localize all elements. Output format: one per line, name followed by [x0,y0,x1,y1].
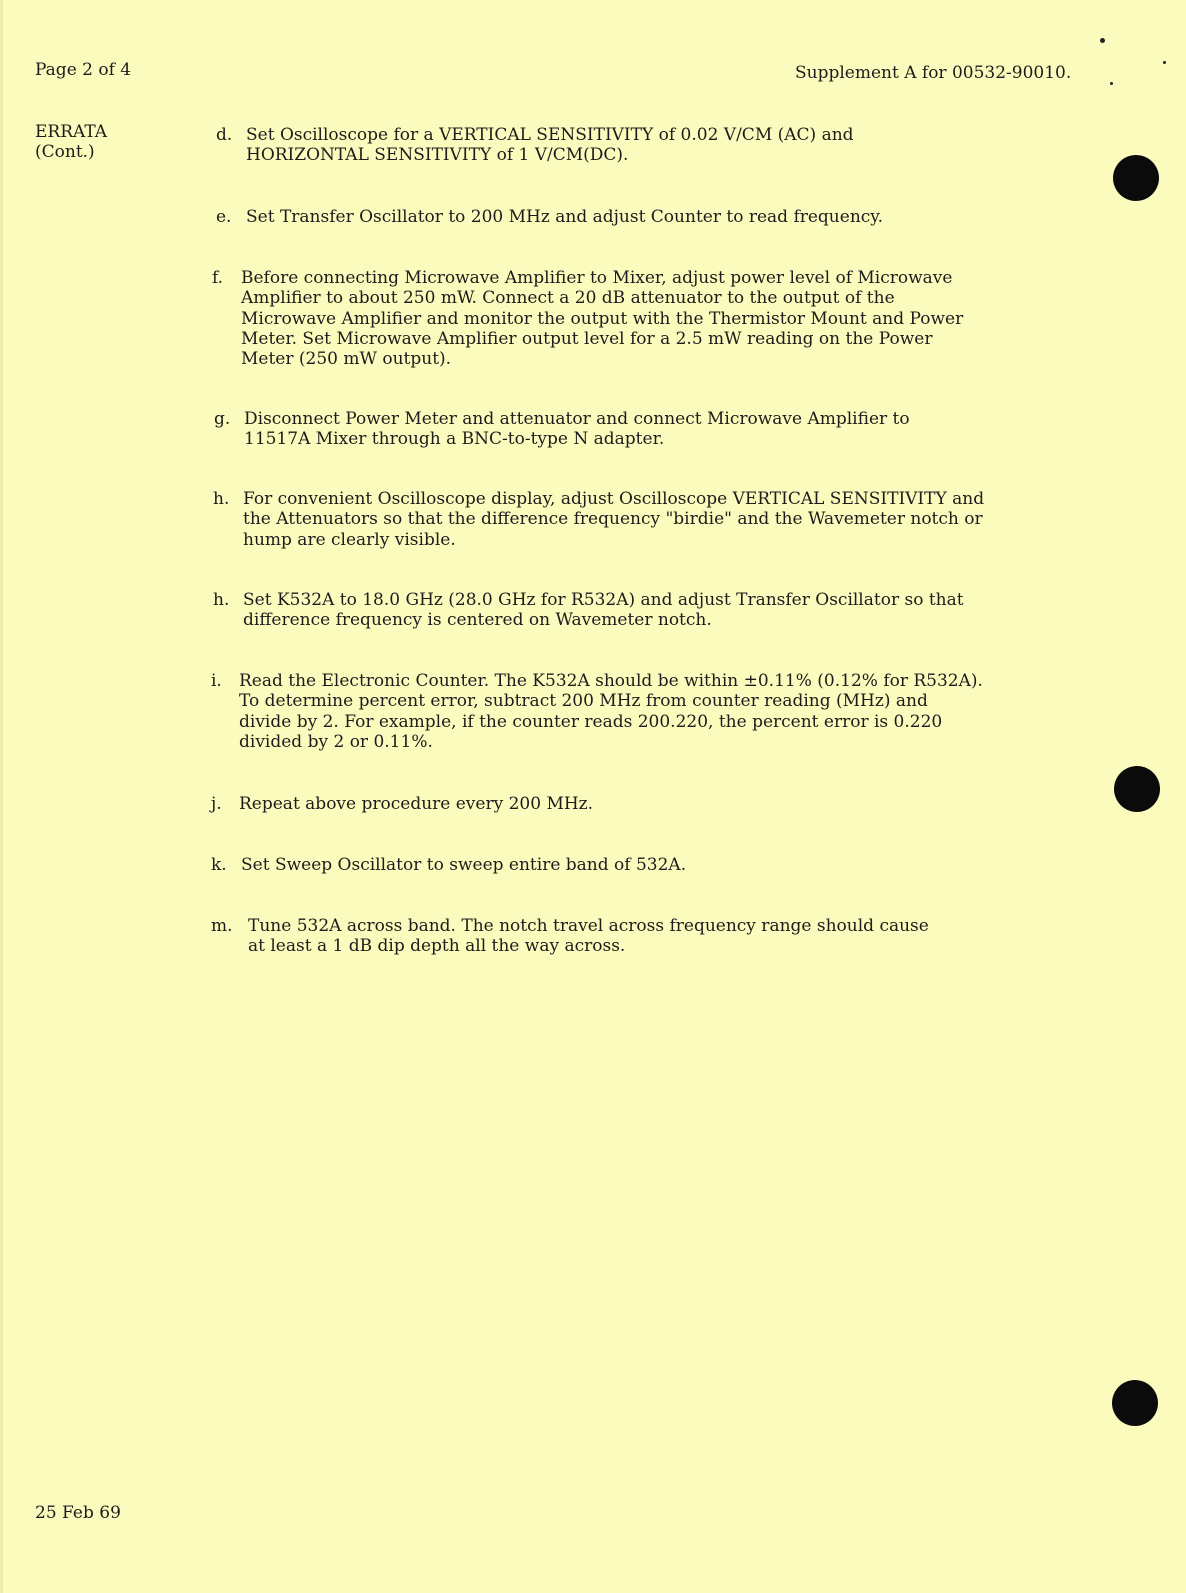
page-number: Page 2 of 4 [35,60,132,80]
step-text-line: Set Oscilloscope for a VERTICAL SENSITIVITY of 0.02 V/CM (AC) and [246,125,854,145]
step-letter: k. [211,855,227,875]
step-text-line: Read the Electronic Counter. The K532A should be within ±0.11% (0.12% for R532A). [239,671,983,691]
step-text-line: Tune 532A across band. The notch travel across frequency range should cause [248,916,929,936]
step-text-line: Meter. Set Microwave Amplifier output level for a 2.5 mW reading on the Power [241,328,933,349]
step-d [216,125,854,166]
step-text-line: Repeat above procedure every 200 MHz. [239,794,594,814]
step-text-line: Microwave Amplifier and monitor the output with the Thermistor Mount and Power [241,308,964,329]
step-letter: h. [213,590,230,610]
section-title: ERRATA [35,122,108,142]
paper-speck [1163,61,1166,64]
step-text-line: hump are clearly visible. [243,529,456,550]
issue-date: 25 Feb 69 [35,1503,121,1523]
step-text-line: the Attenuators so that the difference frequency "birdie" and the Wavemeter notch or [243,509,983,530]
binder-hole [1113,155,1159,201]
step-letter: i. [211,671,222,691]
paper-speck [1110,82,1113,85]
step-j [211,794,593,814]
step-text-line: Amplifier to about 250 mW. Connect a 20 dB attenuator to the output of the [241,288,895,309]
step-text-line: Set Sweep Oscillator to sweep entire band of 532A. [241,855,687,875]
step-text-line: divided by 2 or 0.11%. [239,731,433,752]
section-continued: (Cont.) [35,142,95,162]
step-letter: j. [211,794,222,814]
step-text-line: at least a 1 dB dip depth all the way across. [248,936,626,957]
step-i [211,671,983,752]
step-k [211,855,686,875]
step-e [216,207,883,227]
step-text-line: difference frequency is centered on Wavemeter notch. [243,610,712,631]
page-edge [0,0,3,1593]
step-f [212,268,963,369]
step-text-line: Before connecting Microwave Amplifier to Mixer, adjust power level of Microwave [241,268,953,288]
step-text-line: HORIZONTAL SENSITIVITY of 1 V/CM(DC). [246,145,629,166]
section-label [35,122,107,162]
step-h-display [213,489,984,550]
binder-hole [1112,1380,1158,1426]
step-m [211,916,929,957]
step-text-line: For convenient Oscilloscope display, adjust Oscilloscope VERTICAL SENSITIVITY and [243,489,985,509]
step-text-line: Set Transfer Oscillator to 200 MHz and adjust Counter to read frequency. [246,207,884,227]
supplement-reference: Supplement A for 00532-90010. [795,63,1072,83]
step-text-line: Meter (250 mW output). [241,349,452,370]
binder-hole [1114,766,1160,812]
step-text-line: divide by 2. For example, if the counter reads 200.220, the percent error is 0.220 [239,711,943,732]
step-letter: m. [211,916,233,936]
step-letter: d. [216,125,233,145]
step-letter: g. [214,409,231,429]
step-h-frequency [213,590,964,631]
step-g [214,409,910,450]
step-text-line: Set K532A to 18.0 GHz (28.0 GHz for R532A) and adjust Transfer Oscillator so that [243,590,964,610]
step-letter: h. [213,489,230,509]
step-text-line: Disconnect Power Meter and attenuator and connect Microwave Amplifier to [244,409,910,429]
step-letter: f. [212,268,224,288]
step-text-line: To determine percent error, subtract 200 MHz from counter reading (MHz) and [239,691,928,712]
step-text-line: 11517A Mixer through a BNC-to-type N adapter. [244,429,665,450]
step-letter: e. [216,207,232,227]
paper-speck [1100,38,1105,43]
